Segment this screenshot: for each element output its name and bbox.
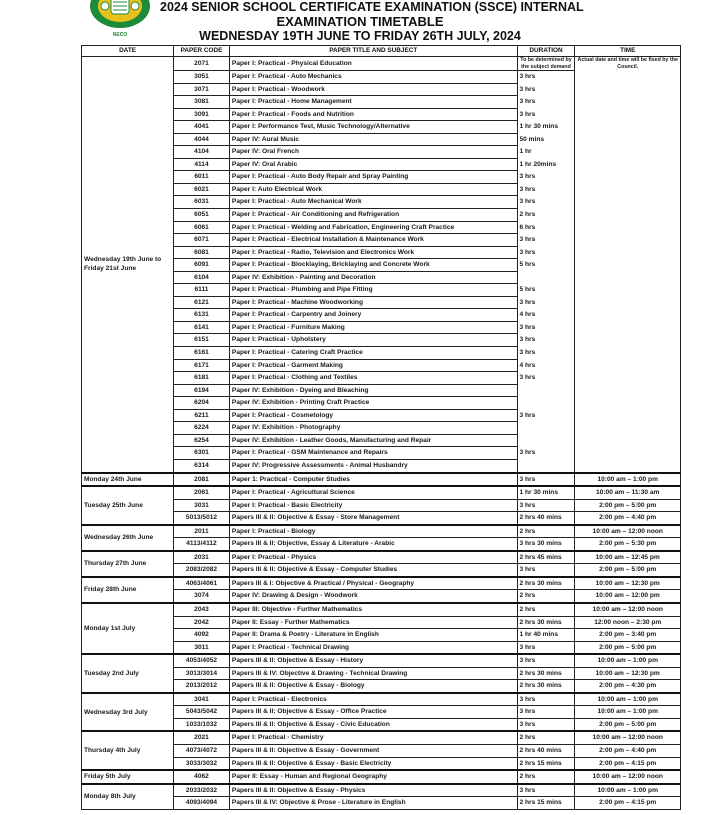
time-cell: 2:00 pm – 5:00 pm xyxy=(575,499,681,512)
date-cell: Wednesday 26th June xyxy=(82,525,174,551)
duration-cell: 2 hrs xyxy=(517,770,575,784)
duration-cell: 3 hrs xyxy=(517,296,575,309)
paper-code-cell: 6061 xyxy=(174,221,230,234)
svg-text:NECO: NECO xyxy=(112,32,128,38)
paper-code-cell: 4104 xyxy=(174,146,230,159)
duration-cell: 3 hrs xyxy=(517,108,575,121)
paper-code-cell: 4093/4094 xyxy=(174,797,230,810)
paper-title-cell: Paper I: Practical - Plumbing and Pipe Fitting xyxy=(229,284,517,297)
paper-code-cell: 3031 xyxy=(174,499,230,512)
paper-title-cell: Paper II: Essay - Further Mathematics xyxy=(229,616,517,629)
paper-title-cell: Paper I: Practical - Catering Craft Practice xyxy=(229,347,517,360)
time-cell: 10:00 am – 12:45 pm xyxy=(575,551,681,564)
table-row xyxy=(82,693,681,706)
paper-title-cell: Paper I: Practical - Auto Mechanics xyxy=(229,71,517,84)
paper-title-cell: Paper IV: Oral French xyxy=(229,146,517,159)
duration-cell: 2 hrs 45 mins xyxy=(517,551,575,564)
table-row xyxy=(82,731,681,744)
paper-code-cell: 4053/4052 xyxy=(174,654,230,667)
table-row xyxy=(82,577,681,590)
column-header-time: TIME xyxy=(575,46,681,57)
time-cell: 2:00 pm – 4:15 pm xyxy=(575,757,681,770)
paper-title-cell: Papers III & II: Objective & Essay - Store Management xyxy=(229,512,517,525)
paper-title-cell: Papers III & II: Objective & Essay - Civic Education xyxy=(229,718,517,731)
paper-title-cell: Papers III & I: Objective & Practical / Physical - Geography xyxy=(229,577,517,590)
duration-cell xyxy=(517,422,575,435)
table-row xyxy=(82,654,681,667)
time-cell: 10:00 am – 1:00 pm xyxy=(575,784,681,797)
paper-title-cell: Paper IV: Exhibition - Leather Goods, Manufacturing and Repair xyxy=(229,434,517,447)
paper-code-cell: 6224 xyxy=(174,422,230,435)
time-cell: 10:00 am – 12:00 noon xyxy=(575,770,681,784)
title-line-2: EXAMINATION TIMETABLE xyxy=(276,14,444,29)
date-cell: Monday 24th June xyxy=(82,473,174,487)
title-line-3: WEDNESDAY 19TH JUNE TO FRIDAY 26TH JULY, 2024 xyxy=(199,29,521,43)
paper-code-cell: 3033/3032 xyxy=(174,757,230,770)
paper-code-cell: 6021 xyxy=(174,183,230,196)
table-row xyxy=(82,525,681,538)
paper-title-cell: Papers III & II: Objective & Essay - History xyxy=(229,654,517,667)
paper-title-cell: Paper I: Practical - Physics xyxy=(229,551,517,564)
paper-title-cell: Paper I: Auto Electrical Work xyxy=(229,183,517,196)
duration-cell: 2 hrs 40 mins xyxy=(517,512,575,525)
duration-cell: 3 hrs xyxy=(517,321,575,334)
paper-title-cell: Paper I: Practical - GSM Maintenance and Repairs xyxy=(229,447,517,460)
duration-cell: 2 hrs 30 mins xyxy=(517,616,575,629)
paper-code-cell: 6031 xyxy=(174,196,230,209)
timetable xyxy=(81,45,681,810)
paper-code-cell: 2021 xyxy=(174,731,230,744)
paper-title-cell: Paper 1: Practical - Computer Studies xyxy=(229,473,517,487)
paper-title-cell: Paper I: Practical - Blocklaying, Bricklaying and Concrete Work xyxy=(229,259,517,272)
paper-code-cell: 6171 xyxy=(174,359,230,372)
table-row xyxy=(82,770,681,784)
paper-title-cell: Paper IV: Exhibition - Photography xyxy=(229,422,517,435)
paper-code-cell: 2033/2032 xyxy=(174,784,230,797)
paper-code-cell: 6051 xyxy=(174,209,230,222)
paper-title-cell: Paper I: Practical - Machine Woodworking xyxy=(229,296,517,309)
table-row xyxy=(82,551,681,564)
paper-code-cell: 4044 xyxy=(174,133,230,146)
duration-cell: 50 mins xyxy=(517,133,575,146)
paper-title-cell: Paper IV: Drawing & Design - Woodwork xyxy=(229,590,517,603)
duration-cell: 3 hrs xyxy=(517,234,575,247)
paper-code-cell: 3011 xyxy=(174,641,230,654)
neco-logo-icon xyxy=(85,0,155,40)
paper-code-cell: 3013/3014 xyxy=(174,667,230,680)
paper-title-cell: Paper II: Essay - Human and Regional Geography xyxy=(229,770,517,784)
duration-cell: 3 hrs xyxy=(517,334,575,347)
paper-title-cell: Paper I: Practical - Foods and Nutrition xyxy=(229,108,517,121)
paper-code-cell: 4092 xyxy=(174,629,230,642)
time-cell: 2:00 pm – 4:40 pm xyxy=(575,512,681,525)
time-note-cell: Actual date and time will be fixed by the Council. xyxy=(575,57,681,473)
paper-code-cell: 6151 xyxy=(174,334,230,347)
time-cell: 2:00 pm – 5:00 pm xyxy=(575,564,681,577)
duration-cell: 3 hrs xyxy=(517,564,575,577)
duration-cell xyxy=(517,459,575,472)
paper-title-cell: Papers III & II: Objective & Essay - Office Practice xyxy=(229,706,517,719)
paper-code-cell: 6141 xyxy=(174,321,230,334)
time-cell: 10:00 am – 1:00 pm xyxy=(575,693,681,706)
duration-cell: 3 hrs xyxy=(517,372,575,385)
paper-code-cell: 2042 xyxy=(174,616,230,629)
paper-title-cell: Paper I: Practical - Radio, Television and Electronics Work xyxy=(229,246,517,259)
paper-code-cell: 6211 xyxy=(174,409,230,422)
paper-code-cell: 6314 xyxy=(174,459,230,472)
duration-cell: 3 hrs xyxy=(517,784,575,797)
paper-title-cell: Paper IV: Exhibition - Painting and Decoration xyxy=(229,271,517,284)
duration-cell: 3 hrs xyxy=(517,654,575,667)
paper-title-cell: Paper I: Practical - Home Management xyxy=(229,96,517,109)
paper-title-cell: Paper I: Practical - Agricultural Science xyxy=(229,486,517,499)
paper-code-cell: 3081 xyxy=(174,96,230,109)
duration-cell: 2 hrs 40 mins xyxy=(517,744,575,757)
date-cell: Friday 5th July xyxy=(82,770,174,784)
paper-title-cell: Paper IV: Exhibition - Printing Craft Practice xyxy=(229,397,517,410)
duration-cell: 5 hrs xyxy=(517,284,575,297)
time-cell: 10:00 am – 12:30 pm xyxy=(575,667,681,680)
duration-cell: 3 hrs xyxy=(517,183,575,196)
time-cell: 10:00 am – 1:00 pm xyxy=(575,654,681,667)
paper-code-cell: 6161 xyxy=(174,347,230,360)
duration-cell: 3 hrs xyxy=(517,96,575,109)
table-header-row xyxy=(82,46,681,57)
time-cell: 2:00 pm – 3:40 pm xyxy=(575,629,681,642)
paper-title-cell: Papers III & IV: Objective & Prose - Literature in English xyxy=(229,797,517,810)
duration-cell: 4 hrs xyxy=(517,309,575,322)
paper-code-cell: 4062 xyxy=(174,770,230,784)
paper-code-cell: 6301 xyxy=(174,447,230,460)
paper-title-cell: Paper IV: Exhibition - Dyeing and Bleaching xyxy=(229,384,517,397)
duration-cell: 2 hrs xyxy=(517,209,575,222)
duration-cell: 3 hrs xyxy=(517,706,575,719)
paper-code-cell: 3041 xyxy=(174,693,230,706)
paper-code-cell: 6204 xyxy=(174,397,230,410)
duration-cell: 1 hr 40 mins xyxy=(517,629,575,642)
column-header-title: PAPER TITLE AND SUBJECT xyxy=(229,46,517,57)
paper-code-cell: 3071 xyxy=(174,83,230,96)
paper-title-cell: Paper I: Practical - Auto Body Repair and Spray Painting xyxy=(229,171,517,184)
time-cell: 10:00 am – 1:00 pm xyxy=(575,706,681,719)
paper-code-cell: 1033/1032 xyxy=(174,718,230,731)
date-cell: Friday 28th June xyxy=(82,577,174,603)
date-cell: Thursday 27th June xyxy=(82,551,174,577)
paper-title-cell: Paper I: Practical - Electronics xyxy=(229,693,517,706)
time-cell: 2:00 pm – 5:00 pm xyxy=(575,718,681,731)
duration-cell: 3 hrs xyxy=(517,196,575,209)
paper-code-cell: 2071 xyxy=(174,57,230,71)
duration-note-cell: To be determined by the subject demand xyxy=(517,57,575,71)
paper-title-cell: Paper I: Practical - Air Conditioning and Refrigeration xyxy=(229,209,517,222)
paper-title-cell: Papers III & II: Objective & Essay - Physics xyxy=(229,784,517,797)
time-cell: 10:00 am – 12:30 pm xyxy=(575,577,681,590)
table-row xyxy=(82,473,681,487)
time-cell: 10:00 am – 12:00 noon xyxy=(575,525,681,538)
paper-title-cell: Paper II: Drama & Poetry - Literature in English xyxy=(229,629,517,642)
paper-title-cell: Paper I: Practical - Basic Electricity xyxy=(229,499,517,512)
paper-code-cell: 2061 xyxy=(174,486,230,499)
paper-title-cell: Paper IV: Aural Music xyxy=(229,133,517,146)
table-row xyxy=(82,603,681,616)
time-cell: 2:00 pm – 4:15 pm xyxy=(575,797,681,810)
paper-code-cell: 3074 xyxy=(174,590,230,603)
paper-title-cell: Paper IV: Progressive Assessments - Animal Husbandry xyxy=(229,459,517,472)
duration-cell: 3 hrs xyxy=(517,171,575,184)
duration-cell: 3 hrs xyxy=(517,83,575,96)
paper-code-cell: 2031 xyxy=(174,551,230,564)
paper-title-cell: Paper III: Objective - Further Mathematics xyxy=(229,603,517,616)
date-cell: Wednesday 3rd July xyxy=(82,693,174,732)
paper-code-cell: 3051 xyxy=(174,71,230,84)
paper-title-cell: Paper I: Practical - Cosmetology xyxy=(229,409,517,422)
duration-cell: 3 hrs xyxy=(517,71,575,84)
paper-title-cell: Paper I: Practical - Garment Making xyxy=(229,359,517,372)
paper-title-cell: Papers III & II: Objective & Essay - Basic Electricity xyxy=(229,757,517,770)
duration-cell: 3 hrs xyxy=(517,693,575,706)
paper-code-cell: 6071 xyxy=(174,234,230,247)
paper-code-cell: 6121 xyxy=(174,296,230,309)
paper-code-cell: 2011 xyxy=(174,525,230,538)
paper-code-cell: 6011 xyxy=(174,171,230,184)
duration-cell: 3 hrs xyxy=(517,718,575,731)
paper-code-cell: 6111 xyxy=(174,284,230,297)
duration-cell xyxy=(517,271,575,284)
paper-title-cell: Papers III & IV: Objective & Drawing - Technical Drawing xyxy=(229,667,517,680)
paper-code-cell: 4073/4072 xyxy=(174,744,230,757)
duration-cell: 1 hr xyxy=(517,146,575,159)
time-cell: 10:00 am – 12:00 pm xyxy=(575,590,681,603)
duration-cell: 1 hr 30 mins xyxy=(517,486,575,499)
date-cell: Monday 8th July xyxy=(82,784,174,810)
time-cell: 10:00 am – 1:00 pm xyxy=(575,473,681,487)
duration-cell: 4 hrs xyxy=(517,359,575,372)
time-cell: 10:00 am – 12:00 noon xyxy=(575,603,681,616)
time-cell: 2:00 pm – 4:30 pm xyxy=(575,680,681,693)
date-cell: Thursday 4th July xyxy=(82,731,174,770)
paper-title-cell: Papers III & II: Objective, Essay & Literature - Arabic xyxy=(229,538,517,551)
paper-code-cell: 5013/5012 xyxy=(174,512,230,525)
paper-title-cell: Paper I: Performance Test, Music Technology/Alternative xyxy=(229,121,517,134)
paper-code-cell: 6181 xyxy=(174,372,230,385)
paper-code-cell: 2013/2012 xyxy=(174,680,230,693)
duration-cell: 3 hrs xyxy=(517,473,575,487)
duration-cell: 2 hrs 15 mins xyxy=(517,757,575,770)
duration-cell: 2 hrs 30 mins xyxy=(517,680,575,693)
duration-cell xyxy=(517,384,575,397)
duration-cell: 3 hrs xyxy=(517,447,575,460)
paper-title-cell: Paper I: Practical - Clothing and Textiles xyxy=(229,372,517,385)
duration-cell: 1 hr 30 mins xyxy=(517,121,575,134)
paper-title-cell: Paper I: Practical - Upholstery xyxy=(229,334,517,347)
paper-code-cell: 2043 xyxy=(174,603,230,616)
paper-title-cell: Paper I: Practical - Physical Education xyxy=(229,57,517,71)
duration-cell: 3 hrs xyxy=(517,246,575,259)
column-header-date: DATE xyxy=(82,46,174,57)
column-header-duration: DURATION xyxy=(517,46,575,57)
duration-cell: 3 hrs xyxy=(517,409,575,422)
paper-code-cell: 2083/2082 xyxy=(174,564,230,577)
duration-cell: 2 hrs 15 mins xyxy=(517,797,575,810)
time-cell: 10:00 am – 11:30 am xyxy=(575,486,681,499)
paper-title-cell: Paper I: Practical - Welding and Fabrication, Engineering Craft Practice xyxy=(229,221,517,234)
paper-title-cell: Paper I: Practical - Technical Drawing xyxy=(229,641,517,654)
paper-code-cell: 2081 xyxy=(174,473,230,487)
paper-title-cell: Paper I: Practical - Chemistry xyxy=(229,731,517,744)
date-cell: Tuesday 25th June xyxy=(82,486,174,525)
paper-title-cell: Paper I: Practical - Carpentry and Joinery xyxy=(229,309,517,322)
paper-title-cell: Papers III & II: Objective & Essay - Biology xyxy=(229,680,517,693)
table-row xyxy=(82,784,681,797)
paper-code-cell: 4113/4112 xyxy=(174,538,230,551)
time-cell: 2:00 pm – 4:40 pm xyxy=(575,744,681,757)
time-cell: 12:00 noon – 2:30 pm xyxy=(575,616,681,629)
duration-cell: 6 hrs xyxy=(517,221,575,234)
duration-cell: 3 hrs xyxy=(517,347,575,360)
paper-title-cell: Paper I: Practical - Auto Mechanical Work xyxy=(229,196,517,209)
paper-code-cell: 6194 xyxy=(174,384,230,397)
duration-cell: 2 hrs xyxy=(517,731,575,744)
paper-code-cell: 6091 xyxy=(174,259,230,272)
paper-title-cell: Paper IV: Oral Arabic xyxy=(229,158,517,171)
paper-code-cell: 4063/4061 xyxy=(174,577,230,590)
paper-title-cell: Papers III & II: Objective & Essay - Government xyxy=(229,744,517,757)
column-header-code: PAPER CODE xyxy=(174,46,230,57)
page-header xyxy=(0,0,720,45)
paper-title-cell: Paper I: Practical - Furniture Making xyxy=(229,321,517,334)
paper-title-cell: Papers III & II: Objective & Essay - Computer Studies xyxy=(229,564,517,577)
duration-cell xyxy=(517,397,575,410)
time-cell: 10:00 am – 12:00 noon xyxy=(575,731,681,744)
timetable-body xyxy=(82,57,681,810)
duration-cell: 2 hrs 30 mins xyxy=(517,667,575,680)
table-row xyxy=(82,486,681,499)
paper-code-cell: 6254 xyxy=(174,434,230,447)
duration-cell: 2 hrs xyxy=(517,525,575,538)
duration-cell: 2 hrs xyxy=(517,603,575,616)
date-cell: Tuesday 2nd July xyxy=(82,654,174,693)
paper-code-cell: 6131 xyxy=(174,309,230,322)
duration-cell: 1 hr 20mins xyxy=(517,158,575,171)
duration-cell: 3 hrs xyxy=(517,499,575,512)
date-cell: Monday 1st July xyxy=(82,603,174,654)
paper-code-cell: 3091 xyxy=(174,108,230,121)
duration-cell: 3 hrs 30 mins xyxy=(517,538,575,551)
paper-code-cell: 5043/5042 xyxy=(174,706,230,719)
paper-title-cell: Paper I: Practical - Biology xyxy=(229,525,517,538)
paper-code-cell: 6104 xyxy=(174,271,230,284)
title-line-1: 2024 SENIOR SCHOOL CERTIFICATE EXAMINATION (SSCE) INTERNAL xyxy=(160,0,584,14)
time-cell: 2:00 pm – 5:00 pm xyxy=(575,641,681,654)
paper-title-cell: Paper I: Practical - Electrical Installation & Maintenance Work xyxy=(229,234,517,247)
paper-title-cell: Paper I: Practical - Woodwork xyxy=(229,83,517,96)
table-row xyxy=(82,57,681,71)
paper-code-cell: 4114 xyxy=(174,158,230,171)
duration-cell: 2 hrs 30 mins xyxy=(517,577,575,590)
duration-cell: 5 hrs xyxy=(517,259,575,272)
date-cell: Wednesday 19th June to Friday 21st June xyxy=(82,57,174,473)
duration-cell: 2 hrs xyxy=(517,590,575,603)
paper-code-cell: 6081 xyxy=(174,246,230,259)
time-cell: 2:00 pm – 5:30 pm xyxy=(575,538,681,551)
duration-cell: 3 hrs xyxy=(517,641,575,654)
paper-code-cell: 4041 xyxy=(174,121,230,134)
duration-cell xyxy=(517,434,575,447)
